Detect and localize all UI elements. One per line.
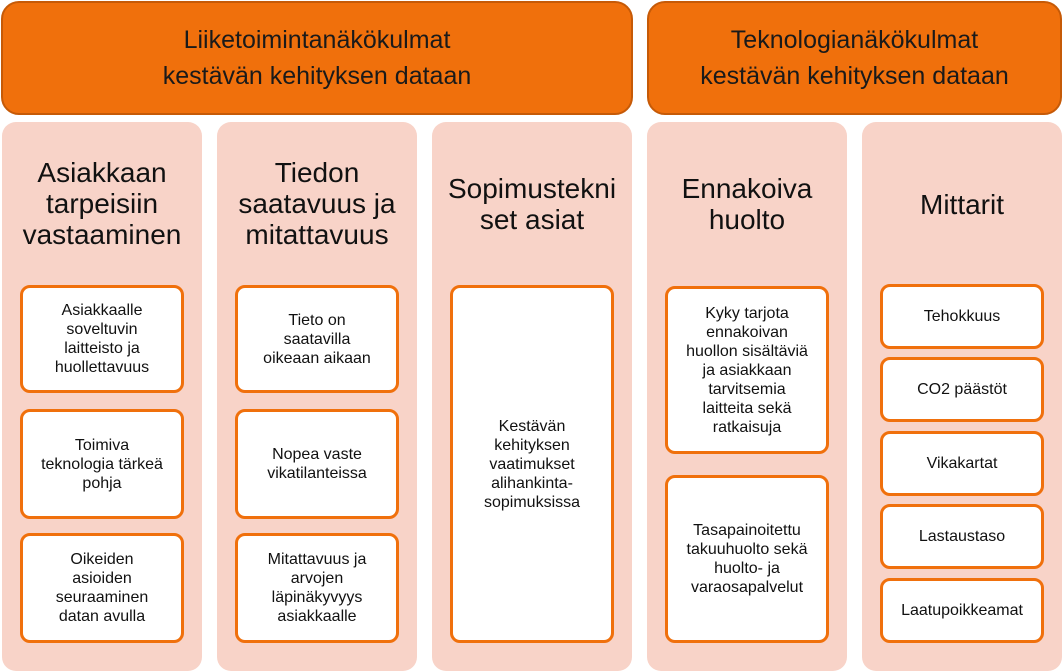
item-box (20, 285, 184, 393)
item-line: vaatimukset (489, 455, 575, 473)
item-line: laitteisto ja (64, 340, 140, 357)
item-line: teknologia tärkeä (41, 455, 163, 473)
column-contractual-matters (432, 122, 632, 671)
title-line: Asiakkaan (37, 156, 167, 188)
item-line: saatavilla (283, 330, 351, 348)
business-perspectives-header (1, 1, 633, 115)
header-line: Liiketoimintanäkökulmat (183, 26, 451, 54)
column-title (647, 172, 847, 236)
column-metrics (862, 122, 1062, 671)
item-line: vikatilanteissa (267, 465, 367, 482)
item-line: Nopea vaste (272, 446, 362, 463)
item-line: Vikakartat (926, 455, 998, 472)
item-line: Tasapainoitettu (693, 522, 801, 539)
header-line: kestävän kehityksen dataan (162, 62, 472, 90)
item-line: Lastaustaso (918, 528, 1006, 545)
technology-perspectives-header (647, 1, 1062, 115)
item-box (880, 284, 1044, 349)
column-title (862, 187, 1062, 221)
item-line: laitteita sekä (702, 399, 792, 417)
item-box (450, 285, 614, 643)
item-line: datan avulla (58, 608, 146, 625)
item-line: kehityksen (494, 436, 570, 454)
item-line: asiakkaalle (277, 608, 357, 625)
column-data-availability (217, 122, 417, 671)
item-box (665, 475, 829, 643)
item-box (235, 533, 399, 643)
title-line: tarpeisiin (45, 187, 159, 219)
item-box (235, 285, 399, 393)
item-line: arvojen (290, 570, 344, 587)
item-line: tarvitsemia (708, 380, 786, 398)
title-line: Tiedon (274, 156, 360, 188)
title-line: saatavuus ja (238, 187, 396, 219)
header-line: Teknologianäkökulmat (730, 26, 979, 54)
item-line: asioiden (72, 570, 132, 587)
item-line: huollon sisältäviä (686, 342, 808, 360)
title-line: Sopimustekni (447, 173, 617, 204)
item-line: seuraaminen (55, 589, 149, 606)
item-line: takuuhuolto sekä (686, 541, 808, 558)
item-line: ennakoivan (706, 323, 788, 341)
item-box (880, 504, 1044, 569)
item-line: oikeaan aikaan (263, 349, 371, 367)
item-line: Tieto on (288, 311, 346, 329)
item-line: Kestävän (498, 417, 566, 435)
item-line: ratkaisuja (712, 418, 782, 436)
item-line: huolto- ja (714, 560, 780, 577)
column-predictive-maintenance (647, 122, 847, 671)
item-box (665, 286, 829, 454)
column-title (217, 155, 417, 251)
column-title (432, 172, 632, 236)
item-line: Toimiva (74, 436, 130, 454)
item-box (880, 357, 1044, 422)
column-customer-needs (2, 122, 202, 671)
item-line: alihankinta- (491, 474, 573, 492)
item-line: pohja (82, 474, 122, 492)
item-line: varaosapalvelut (690, 579, 804, 596)
item-line: sopimuksissa (483, 493, 581, 511)
item-line: Kyky tarjota (705, 304, 789, 322)
item-line: Asiakkaalle (61, 302, 143, 319)
column-title (2, 155, 202, 251)
item-line: läpinäkyvyys (271, 589, 363, 606)
item-line: ja asiakkaan (702, 361, 792, 379)
item-line: Tehokkuus (923, 308, 1001, 325)
item-line: Laatupoikkeamat (901, 602, 1023, 619)
item-line: huollettavuus (54, 359, 150, 376)
item-box (20, 533, 184, 643)
title-line: Mittarit (920, 188, 1004, 220)
item-box (20, 409, 184, 519)
item-line: soveltuvin (66, 321, 138, 338)
item-box (880, 431, 1044, 496)
header-line: kestävän kehityksen dataan (700, 62, 1009, 90)
item-line: Mitattavuus ja (267, 551, 367, 568)
title-line: Ennakoiva (681, 173, 813, 204)
item-box (880, 578, 1044, 643)
item-box (235, 409, 399, 519)
title-line: vastaaminen (22, 218, 182, 250)
title-line: set asiat (479, 204, 585, 235)
item-line: Oikeiden (70, 551, 134, 568)
item-line: CO2 päästöt (917, 381, 1007, 398)
title-line: mitattavuus (245, 218, 389, 250)
title-line: huolto (708, 204, 786, 235)
